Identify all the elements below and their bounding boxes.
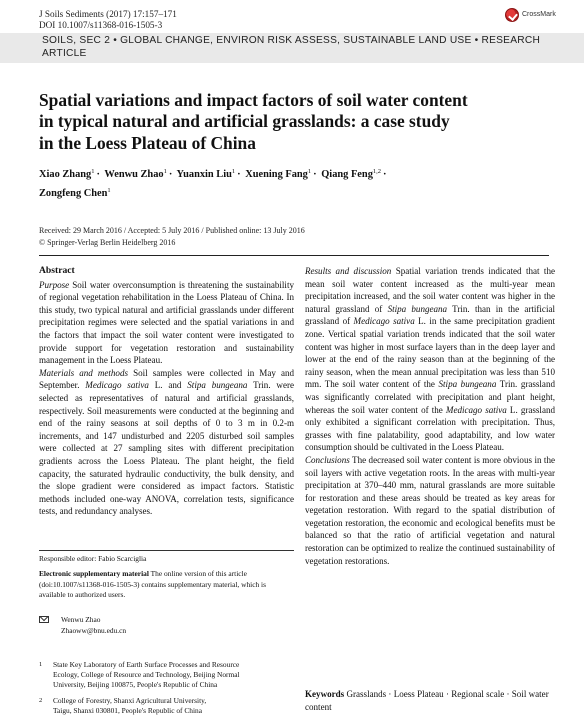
supplementary-text: The online version of this article (doi:10.1007/s11368-016-1505-3) contains supplementary material, which is available to authorized users.: [39, 569, 266, 599]
author-affiliation: 1: [231, 168, 236, 175]
corresponding-author: [39, 615, 294, 636]
author-name[interactable]: Xuening Fang: [245, 169, 308, 180]
journal-citation: J Soils Sediments (2017) 17:157–171: [39, 9, 177, 19]
divider: [39, 255, 549, 256]
supplementary-label: Electronic supplementary material: [39, 569, 149, 578]
journal-reference: [39, 9, 177, 31]
abstract-column-right: [305, 265, 555, 567]
responsible-editor: Responsible editor: Fabio Scarciglia: [39, 554, 147, 563]
purpose-text: Soil water overconsumption is threatening the sustainability of regional vegetation rehabilitation in the Loess Plateau of China. In this study, two typical natural and artificial grasslands under different precipitation regimes were selected and the spatial variations in and the factors that impact the soil water content were investigated to provide support for vegetation restoration and sustainability management in the Loess Plateau.: [39, 279, 294, 366]
affiliation-line: University, Beijing 100875, People's Republic of China: [53, 680, 218, 690]
affiliation-number: 1: [39, 661, 43, 668]
author-name[interactable]: Xiao Zhang: [39, 169, 92, 180]
supplementary-note: [39, 569, 294, 601]
results-text: L. in the same precipitation gradient zone. Vertical spatial variation trends indicated that the soil water content was higher in most surface layers than in the deep layer and lower at the end of the rainy season than at the beginning of the rainy season, when the mean annual precipitation was less than 510 mm. The soil water content of the: [305, 316, 556, 390]
abstract-conclusions: [305, 454, 555, 567]
results-text: Trin. than in the artificial grassland of: [305, 303, 555, 327]
author-affiliation: 1: [163, 168, 167, 175]
species-name: Medicago sativa: [445, 404, 507, 415]
doi: DOI 10.1007/s11368-016-1505-3: [39, 20, 163, 30]
abstract-purpose: [39, 279, 294, 367]
author-name[interactable]: Qiang Feng: [321, 169, 373, 180]
title-line-3: in the Loess Plateau of China: [39, 132, 256, 153]
results-text: Trin. grassland was significantly correlated with precipitation and plant height, whereas the soil water content of the: [305, 379, 555, 415]
methods-text: Trin. were selected as representatives of natural and artificial grasslands, respectively. Soil measurements were conducted at the beginning and end of the rainy seasons at soil depths of 0 to 3 m in 0.2-m increments, and 147 undisturbed and 2205 disturbed soil samples were collected at 27 sampling sites with different precipitation gradients across the Loess Plateau. The plant height, the field capacity, the saturated hydraulic conductivity, the bulk density, and the slope gradient were considered as impact factors. Statistic methods included one-way ANOVA, correlation tests, significance tests, and redundancy analyses.: [39, 380, 295, 517]
section-line-1: SOILS, SEC 2 • GLOBAL CHANGE, ENVIRON RISK ASSESS, SUSTAINABLE LAND USE • RESEARCH: [42, 35, 541, 46]
keywords: [305, 688, 560, 713]
publication-dates: [39, 225, 305, 248]
affiliation-line: State Key Laboratory of Earth Surface Processes and Resource: [53, 660, 240, 669]
affiliation-number: 2: [39, 697, 43, 704]
conclusions-text: The decreased soil water content is more obvious in the soil layers with active vegetation roots. In the areas with multi-year precipitation at 370–440 mm, natural grasslands are more suitable for restoration and these areas should be treated as key areas for vegetation restoration. With regard to the spatial distribution of vegetation restoration, the economic and ecological benefits must be balanced so that the ratio of artificial vegetation and natural restoration can be optimized to realize the continued sustainability of vegetation restorations.: [305, 454, 555, 566]
methods-text: Soil samples were collected in May and September.: [39, 367, 295, 391]
affiliation-line: Ecology, College of Resource and Technology, Beijing Normal: [53, 670, 240, 680]
abstract-heading: Abstract: [39, 265, 75, 276]
author-affiliation: 1,2: [372, 168, 382, 175]
methods-text: L. and: [148, 380, 188, 391]
purpose-label: Purpose: [39, 279, 70, 290]
title-line-1: Spatial variations and impact factors of soil water content: [39, 90, 468, 110]
author-name[interactable]: Zongfeng Chen: [39, 188, 108, 199]
author-affiliation: 1: [107, 187, 111, 194]
crossmark-badge[interactable]: [505, 7, 556, 33]
results-label: Results and discussion: [305, 266, 392, 276]
author-name[interactable]: Wenwu Zhao: [104, 169, 164, 180]
abstract-results: [305, 265, 555, 454]
affiliation-2: [39, 696, 294, 716]
abstract-methods: [39, 367, 294, 518]
species-name: Stipa bungeana: [438, 379, 497, 390]
keywords-label: Keywords: [305, 689, 345, 699]
species-name: Stipa bungeana: [387, 303, 448, 314]
envelope-icon: [39, 616, 49, 623]
species-name: Medicago sativa: [85, 380, 149, 391]
crossmark-icon: [505, 8, 519, 22]
affiliation-1: [39, 660, 294, 691]
corresponding-email[interactable]: Zhaoww@bnu.edu.cn: [61, 625, 127, 635]
section-heading: [42, 35, 582, 60]
article-title: [39, 90, 539, 154]
author-affiliation: 1: [307, 168, 312, 175]
keywords-text: Grasslands · Loess Plateau · Regional scale · Soil water content: [305, 689, 549, 712]
publication-history: Received: 29 March 2016 / Accepted: 5 July 2016 / Published online: 13 July 2016: [39, 226, 305, 235]
results-text: Spatial variation trends indicated that the mean soil water content increased as the multi-year mean precipitation increased, and the soil water content was higher in the natural grassland of: [305, 266, 555, 314]
affiliation-line: Taigu, Shanxi 030801, People's Republic of China: [53, 706, 203, 716]
author-affiliation: 1: [91, 168, 95, 175]
conclusions-label: Conclusions: [305, 454, 350, 465]
corresponding-name: Wenwu Zhao: [61, 615, 101, 624]
footnote-divider: [39, 550, 294, 551]
abstract-column-left: [39, 265, 294, 518]
section-line-2: ARTICLE: [42, 47, 87, 59]
methods-label: Materials and methods: [39, 367, 129, 378]
crossmark-label: CrossMark: [522, 11, 556, 18]
author-name[interactable]: Yuanxin Liu: [176, 169, 232, 180]
affiliation-line: College of Forestry, Shanxi Agricultural University,: [53, 696, 207, 705]
author-list: Xiao Zhang$^1$ · Wenwu Zhao$^1$ · Yuanxin Liu$^1$ · Xuening Fang$^1$ · Qiang Feng$^{1,2}$ · Zongfeng Chen$^1$: [39, 168, 387, 199]
species-name: Stipa bungeana: [187, 380, 248, 391]
species-name: Medicago sativa: [353, 316, 415, 327]
results-text: L. grassland only exhibited a significant correlation with precipitation. Thus, grasses with fine palatability, good adaptability, and low water consumption should be cultivated in the Loess Plateau.: [305, 404, 556, 453]
copyright-notice: © Springer-Verlag Berlin Heidelberg 2016: [39, 237, 176, 247]
title-line-2: in typical natural and artificial grasslands: a case study: [39, 111, 450, 132]
